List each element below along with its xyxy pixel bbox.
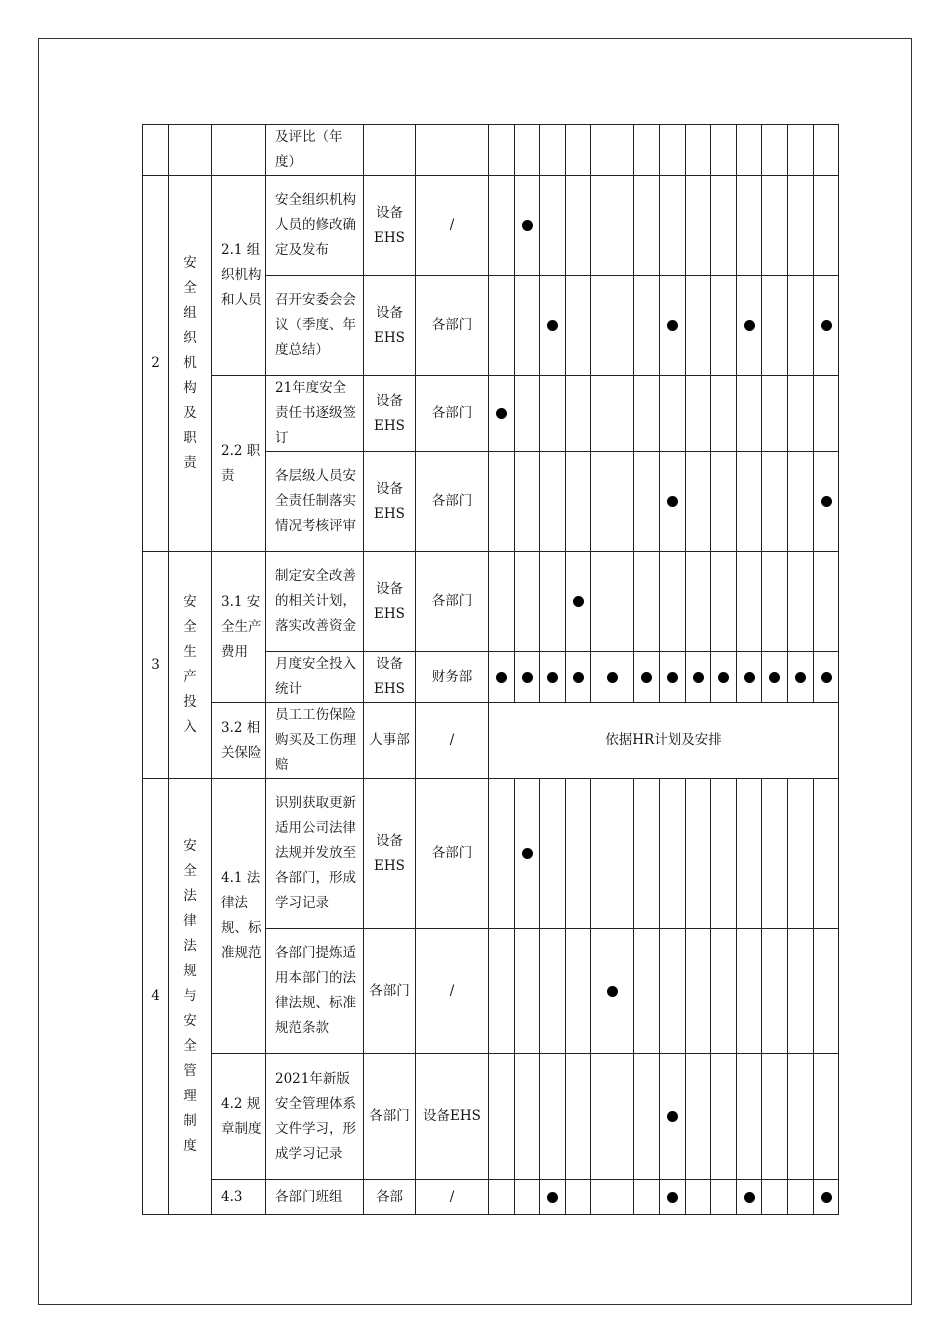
schedule-cell — [660, 929, 686, 1054]
safety-plan-table — [142, 124, 839, 1215]
schedule-cell — [634, 652, 660, 703]
schedule-cell — [762, 376, 788, 452]
table-row — [143, 376, 839, 452]
schedule-cell — [566, 376, 591, 452]
responsible-cell: 各部门 — [364, 929, 416, 1054]
section-name: 安全组织机构及职责 — [169, 176, 212, 552]
schedule-cell — [566, 1054, 591, 1180]
responsible-cell — [364, 125, 416, 176]
schedule-cell — [540, 125, 566, 176]
schedule-cell — [737, 176, 762, 276]
schedule-mark — [667, 496, 678, 507]
schedule-mark — [667, 320, 678, 331]
schedule-cell — [634, 176, 660, 276]
table-row — [143, 552, 839, 652]
schedule-cell — [660, 779, 686, 929]
subsection-label: 4.3 — [212, 1180, 266, 1215]
schedule-mark — [718, 672, 729, 683]
section-number-cell — [143, 125, 169, 176]
schedule-cell — [762, 452, 788, 552]
schedule-cell — [814, 779, 839, 929]
assist-cell: / — [416, 703, 489, 779]
schedule-cell — [737, 1180, 762, 1215]
schedule-cell — [711, 125, 737, 176]
schedule-cell — [540, 552, 566, 652]
schedule-cell — [566, 552, 591, 652]
schedule-cell — [762, 125, 788, 176]
schedule-cell — [591, 176, 634, 276]
schedule-cell — [686, 452, 711, 552]
schedule-cell — [515, 276, 540, 376]
schedule-cell — [634, 929, 660, 1054]
item-text: 各部门班组 — [266, 1180, 364, 1215]
schedule-cell — [634, 1054, 660, 1180]
schedule-cell — [814, 125, 839, 176]
assist-cell: 各部门 — [416, 376, 489, 452]
item-text: 召开安委会会议（季度、年度总结） — [266, 276, 364, 376]
schedule-cell — [591, 1054, 634, 1180]
schedule-cell — [489, 125, 515, 176]
schedule-cell — [814, 1180, 839, 1215]
schedule-mark — [795, 672, 806, 683]
subsection-label: 4.2 规章制度 — [212, 1054, 266, 1180]
schedule-cell — [489, 276, 515, 376]
schedule-cell — [660, 376, 686, 452]
schedule-cell — [515, 779, 540, 929]
schedule-mark — [769, 672, 780, 683]
schedule-cell — [814, 552, 839, 652]
schedule-note: 依据HR计划及安排 — [489, 703, 839, 779]
assist-cell: 财务部 — [416, 652, 489, 703]
schedule-cell — [540, 376, 566, 452]
schedule-mark — [573, 596, 584, 607]
schedule-cell — [686, 652, 711, 703]
schedule-cell — [737, 276, 762, 376]
item-text: 及评比（年度） — [266, 125, 364, 176]
schedule-cell — [711, 376, 737, 452]
schedule-mark — [607, 986, 618, 997]
schedule-cell — [591, 452, 634, 552]
schedule-cell — [788, 652, 814, 703]
schedule-cell — [489, 452, 515, 552]
schedule-cell — [540, 176, 566, 276]
schedule-cell — [711, 929, 737, 1054]
schedule-cell — [686, 376, 711, 452]
item-text: 各部门提炼适用本部门的法律法规、标准规范条款 — [266, 929, 364, 1054]
subsection-cell — [212, 125, 266, 176]
table-row — [143, 125, 839, 176]
schedule-cell — [814, 376, 839, 452]
item-text: 2021年新版安全管理体系文件学习，形成学习记录 — [266, 1054, 364, 1180]
schedule-cell — [711, 452, 737, 552]
schedule-mark — [641, 672, 652, 683]
table-row — [143, 779, 839, 929]
schedule-cell — [711, 1180, 737, 1215]
schedule-cell — [686, 125, 711, 176]
schedule-cell — [814, 452, 839, 552]
assist-cell: 各部门 — [416, 779, 489, 929]
schedule-mark — [607, 672, 618, 683]
schedule-cell — [660, 176, 686, 276]
responsible-cell: 设备EHS — [364, 452, 416, 552]
schedule-cell — [489, 929, 515, 1054]
schedule-cell — [814, 652, 839, 703]
schedule-mark — [547, 672, 558, 683]
table-row — [143, 1180, 839, 1215]
assist-cell: 设备EHS — [416, 1054, 489, 1180]
schedule-cell — [660, 452, 686, 552]
schedule-cell — [540, 1054, 566, 1180]
item-text: 各层级人员安全责任制落实情况考核评审 — [266, 452, 364, 552]
subsection-label: 4.1 法律法规、标准规范 — [212, 779, 266, 1054]
schedule-cell — [686, 276, 711, 376]
schedule-cell — [686, 552, 711, 652]
schedule-cell — [566, 176, 591, 276]
schedule-cell — [762, 176, 788, 276]
schedule-cell — [634, 452, 660, 552]
schedule-cell — [566, 779, 591, 929]
schedule-cell — [711, 276, 737, 376]
item-text: 安全组织机构人员的修改确定及发布 — [266, 176, 364, 276]
schedule-cell — [591, 276, 634, 376]
schedule-mark — [667, 1192, 678, 1203]
schedule-cell — [591, 779, 634, 929]
schedule-cell — [762, 929, 788, 1054]
schedule-cell — [762, 1054, 788, 1180]
schedule-cell — [788, 1054, 814, 1180]
schedule-cell — [591, 376, 634, 452]
responsible-cell: 设备EHS — [364, 276, 416, 376]
schedule-cell — [814, 1054, 839, 1180]
item-text: 制定安全改善的相关计划，落实改善资金 — [266, 552, 364, 652]
schedule-cell — [762, 552, 788, 652]
schedule-cell — [660, 552, 686, 652]
schedule-cell — [660, 1054, 686, 1180]
schedule-mark — [821, 672, 832, 683]
schedule-cell — [634, 376, 660, 452]
schedule-cell — [711, 552, 737, 652]
schedule-mark — [744, 320, 755, 331]
schedule-cell — [591, 552, 634, 652]
schedule-cell — [788, 552, 814, 652]
schedule-cell — [489, 552, 515, 652]
schedule-cell — [634, 125, 660, 176]
schedule-mark — [821, 320, 832, 331]
section-name: 安全生产投入 — [169, 552, 212, 779]
assist-cell: / — [416, 1180, 489, 1215]
section-number: 3 — [143, 552, 169, 779]
schedule-cell — [660, 1180, 686, 1215]
schedule-cell — [711, 1054, 737, 1180]
section-name-cell — [169, 125, 212, 176]
schedule-cell — [591, 1180, 634, 1215]
schedule-cell — [566, 652, 591, 703]
schedule-cell — [788, 125, 814, 176]
subsection-label: 3.2 相关保险 — [212, 703, 266, 779]
schedule-mark — [744, 672, 755, 683]
schedule-cell — [489, 652, 515, 703]
schedule-mark — [821, 496, 832, 507]
schedule-cell — [515, 452, 540, 552]
schedule-cell — [489, 1180, 515, 1215]
schedule-cell — [566, 125, 591, 176]
schedule-cell — [515, 176, 540, 276]
schedule-cell — [566, 276, 591, 376]
assist-cell: 各部门 — [416, 552, 489, 652]
schedule-cell — [540, 779, 566, 929]
assist-cell: / — [416, 176, 489, 276]
schedule-cell — [686, 1180, 711, 1215]
item-text: 月度安全投入统计 — [266, 652, 364, 703]
schedule-cell — [660, 652, 686, 703]
responsible-cell: 设备EHS — [364, 779, 416, 929]
schedule-cell — [634, 779, 660, 929]
schedule-cell — [686, 176, 711, 276]
schedule-cell — [814, 176, 839, 276]
schedule-cell — [737, 125, 762, 176]
assist-cell: 各部门 — [416, 276, 489, 376]
schedule-cell — [540, 452, 566, 552]
schedule-mark — [522, 672, 533, 683]
schedule-cell — [540, 652, 566, 703]
schedule-cell — [634, 276, 660, 376]
schedule-cell — [540, 929, 566, 1054]
schedule-cell — [566, 1180, 591, 1215]
section-name: 安全法律法规与安全管理制度 — [169, 779, 212, 1215]
schedule-cell — [814, 929, 839, 1054]
schedule-mark — [573, 672, 584, 683]
responsible-cell: 设备EHS — [364, 376, 416, 452]
schedule-cell — [515, 376, 540, 452]
schedule-cell — [591, 929, 634, 1054]
schedule-cell — [788, 1180, 814, 1215]
schedule-cell — [737, 376, 762, 452]
table-row — [143, 1054, 839, 1180]
schedule-cell — [762, 276, 788, 376]
schedule-mark — [522, 848, 533, 859]
item-text: 识别获取更新适用公司法律法规并发放至各部门，形成学习记录 — [266, 779, 364, 929]
schedule-cell — [737, 552, 762, 652]
responsible-cell: 设备EHS — [364, 652, 416, 703]
assist-cell — [416, 125, 489, 176]
schedule-cell — [686, 1054, 711, 1180]
schedule-cell — [515, 1180, 540, 1215]
schedule-mark — [744, 1192, 755, 1203]
schedule-mark — [496, 408, 507, 419]
schedule-cell — [711, 652, 737, 703]
schedule-cell — [788, 176, 814, 276]
schedule-cell — [737, 452, 762, 552]
item-text: 21年度安全责任书逐级签订 — [266, 376, 364, 452]
schedule-mark — [821, 1192, 832, 1203]
schedule-cell — [489, 779, 515, 929]
schedule-cell — [788, 779, 814, 929]
assist-cell: / — [416, 929, 489, 1054]
schedule-mark — [522, 220, 533, 231]
schedule-cell — [788, 376, 814, 452]
responsible-cell: 人事部 — [364, 703, 416, 779]
schedule-cell — [566, 452, 591, 552]
table-row — [143, 176, 839, 276]
schedule-cell — [737, 779, 762, 929]
responsible-cell: 各部 — [364, 1180, 416, 1215]
schedule-cell — [660, 125, 686, 176]
schedule-cell — [591, 652, 634, 703]
schedule-cell — [515, 552, 540, 652]
schedule-mark — [693, 672, 704, 683]
schedule-cell — [762, 1180, 788, 1215]
schedule-cell — [762, 779, 788, 929]
schedule-mark — [667, 1111, 678, 1122]
schedule-cell — [591, 125, 634, 176]
schedule-cell — [762, 652, 788, 703]
schedule-cell — [788, 452, 814, 552]
schedule-mark — [667, 672, 678, 683]
schedule-cell — [540, 1180, 566, 1215]
schedule-cell — [489, 176, 515, 276]
schedule-cell — [566, 929, 591, 1054]
schedule-cell — [788, 276, 814, 376]
schedule-cell — [711, 779, 737, 929]
section-number: 2 — [143, 176, 169, 552]
schedule-cell — [737, 652, 762, 703]
schedule-mark — [547, 1192, 558, 1203]
schedule-cell — [686, 779, 711, 929]
schedule-cell — [686, 929, 711, 1054]
schedule-cell — [660, 276, 686, 376]
subsection-label: 2.2 职责 — [212, 376, 266, 552]
schedule-cell — [788, 929, 814, 1054]
schedule-cell — [737, 1054, 762, 1180]
responsible-cell: 设备EHS — [364, 552, 416, 652]
schedule-cell — [634, 552, 660, 652]
schedule-cell — [634, 1180, 660, 1215]
schedule-cell — [814, 276, 839, 376]
schedule-cell — [489, 1054, 515, 1180]
schedule-cell — [540, 276, 566, 376]
item-text: 员工工伤保险购买及工伤理赔 — [266, 703, 364, 779]
responsible-cell: 各部门 — [364, 1054, 416, 1180]
schedule-cell — [515, 929, 540, 1054]
schedule-cell — [489, 376, 515, 452]
schedule-cell — [515, 652, 540, 703]
schedule-cell — [711, 176, 737, 276]
schedule-mark — [496, 672, 507, 683]
subsection-label: 3.1 安全生产费用 — [212, 552, 266, 703]
schedule-mark — [547, 320, 558, 331]
assist-cell: 各部门 — [416, 452, 489, 552]
schedule-cell — [515, 1054, 540, 1180]
schedule-cell — [737, 929, 762, 1054]
schedule-cell — [515, 125, 540, 176]
table-row — [143, 703, 839, 779]
section-number: 4 — [143, 779, 169, 1215]
responsible-cell: 设备EHS — [364, 176, 416, 276]
subsection-label: 2.1 组织机构和人员 — [212, 176, 266, 376]
